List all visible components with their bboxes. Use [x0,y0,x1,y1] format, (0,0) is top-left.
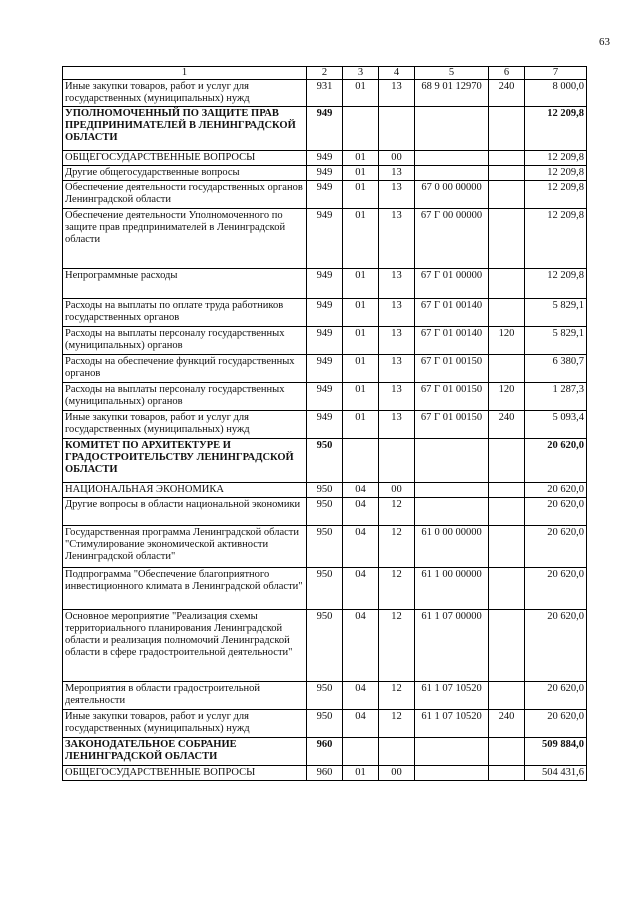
row-name-cell: Другие вопросы в области национальной экономики [63,498,307,526]
row-grbs-cell: 931 [307,80,343,107]
row-subsection-cell: 13 [379,181,415,209]
row-grbs-cell: 950 [307,498,343,526]
row-grbs-cell: 949 [307,411,343,439]
row-target-cell: 67 Г 01 00140 [415,327,489,355]
row-grbs-cell: 960 [307,738,343,766]
table-row [63,766,587,781]
row-subsection-cell: 13 [379,383,415,411]
row-grbs-cell: 949 [307,209,343,269]
row-name-cell: НАЦИОНАЛЬНАЯ ЭКОНОМИКА [63,483,307,498]
row-name-cell: ЗАКОНОДАТЕЛЬНОЕ СОБРАНИЕ ЛЕНИНГРАДСКОЙ ОБЛАСТИ [63,738,307,766]
row-section-cell: 04 [343,610,379,682]
row-subsection-cell: 13 [379,327,415,355]
row-amount-cell: 12 209,8 [525,107,587,151]
row-kvr-cell [489,299,525,327]
row-amount-cell: 12 209,8 [525,166,587,181]
row-target-cell [415,107,489,151]
row-amount-cell: 20 620,0 [525,710,587,738]
header-cell: 2 [307,67,343,80]
row-target-cell [415,151,489,166]
row-subsection-cell: 12 [379,682,415,710]
row-kvr-cell [489,738,525,766]
row-kvr-cell [489,610,525,682]
row-grbs-cell: 950 [307,483,343,498]
row-grbs-cell: 949 [307,299,343,327]
row-target-cell: 67 Г 00 00000 [415,209,489,269]
row-name-cell: Расходы на выплаты персоналу государственных (муниципальных) органов [63,327,307,355]
table-row [63,610,587,682]
row-grbs-cell: 950 [307,682,343,710]
row-section-cell: 04 [343,568,379,610]
table-row [63,166,587,181]
table-row [63,80,587,107]
table-row [63,439,587,483]
row-section-cell: 04 [343,483,379,498]
budget-table [62,66,587,781]
row-kvr-cell [489,151,525,166]
row-target-cell [415,439,489,483]
row-kvr-cell [489,355,525,383]
row-target-cell: 61 1 00 00000 [415,568,489,610]
row-name-cell: Другие общегосударственные вопросы [63,166,307,181]
row-kvr-cell: 120 [489,383,525,411]
row-amount-cell: 8 000,0 [525,80,587,107]
row-grbs-cell: 949 [307,151,343,166]
row-grbs-cell: 950 [307,710,343,738]
row-subsection-cell: 12 [379,498,415,526]
row-kvr-cell: 240 [489,80,525,107]
table-row [63,327,587,355]
row-name-cell: Иные закупки товаров, работ и услуг для государственных (муниципальных) нужд [63,710,307,738]
row-name-cell: Иные закупки товаров, работ и услуг для государственных (муниципальных) нужд [63,80,307,107]
row-grbs-cell: 949 [307,383,343,411]
row-section-cell: 01 [343,209,379,269]
row-grbs-cell: 950 [307,439,343,483]
row-target-cell [415,166,489,181]
row-amount-cell: 20 620,0 [525,526,587,568]
row-amount-cell: 5 093,4 [525,411,587,439]
row-name-cell: Подпрограмма "Обеспечение благоприятного инвестиционного климата в Ленинградской области" [63,568,307,610]
header-cell: 5 [415,67,489,80]
row-grbs-cell: 950 [307,568,343,610]
row-amount-cell: 509 884,0 [525,738,587,766]
table-row [63,738,587,766]
row-target-cell [415,738,489,766]
row-grbs-cell: 950 [307,610,343,682]
table-row [63,383,587,411]
row-section-cell [343,738,379,766]
row-section-cell [343,439,379,483]
row-section-cell: 01 [343,327,379,355]
row-target-cell [415,498,489,526]
row-subsection-cell: 13 [379,80,415,107]
table-row [63,710,587,738]
table-row [63,181,587,209]
row-section-cell: 01 [343,355,379,383]
row-target-cell: 67 Г 01 00000 [415,269,489,299]
row-subsection-cell: 13 [379,269,415,299]
row-section-cell: 01 [343,80,379,107]
row-name-cell: КОМИТЕТ ПО АРХИТЕКТУРЕ И ГРАДОСТРОИТЕЛЬСТВУ ЛЕНИНГРАДСКОЙ ОБЛАСТИ [63,439,307,483]
row-kvr-cell [489,439,525,483]
row-grbs-cell: 949 [307,181,343,209]
row-target-cell: 67 Г 01 00150 [415,383,489,411]
row-subsection-cell: 13 [379,355,415,383]
row-name-cell: Государственная программа Ленинградской области "Стимулирование экономической активности Ленинградской области" [63,526,307,568]
row-amount-cell: 20 620,0 [525,439,587,483]
header-cell: 1 [63,67,307,80]
row-amount-cell: 12 209,8 [525,269,587,299]
row-target-cell: 68 9 01 12970 [415,80,489,107]
row-grbs-cell: 949 [307,355,343,383]
row-grbs-cell: 950 [307,526,343,568]
row-section-cell: 04 [343,526,379,568]
row-name-cell: Расходы на выплаты персоналу государственных (муниципальных) органов [63,383,307,411]
row-section-cell: 04 [343,710,379,738]
row-subsection-cell [379,738,415,766]
table-row [63,498,587,526]
row-kvr-cell [489,166,525,181]
row-kvr-cell [489,526,525,568]
row-name-cell: ОБЩЕГОСУДАРСТВЕННЫЕ ВОПРОСЫ [63,766,307,781]
row-kvr-cell [489,766,525,781]
table-row [63,269,587,299]
row-section-cell [343,107,379,151]
row-name-cell: Обеспечение деятельности Уполномоченного по защите прав предпринимателей в Ленинградской области [63,209,307,269]
row-section-cell: 01 [343,411,379,439]
row-kvr-cell [489,107,525,151]
row-name-cell: Мероприятия в области градостроительной деятельности [63,682,307,710]
row-grbs-cell: 949 [307,107,343,151]
row-subsection-cell: 13 [379,411,415,439]
row-section-cell: 01 [343,383,379,411]
header-cell: 6 [489,67,525,80]
table-row [63,682,587,710]
table-row [63,568,587,610]
row-amount-cell: 20 620,0 [525,498,587,526]
row-section-cell: 01 [343,166,379,181]
row-subsection-cell: 00 [379,766,415,781]
row-amount-cell: 504 431,6 [525,766,587,781]
row-kvr-cell: 120 [489,327,525,355]
row-subsection-cell: 12 [379,526,415,568]
row-amount-cell: 1 287,3 [525,383,587,411]
table-row [63,299,587,327]
table-row [63,355,587,383]
row-target-cell [415,766,489,781]
row-subsection-cell: 12 [379,568,415,610]
row-amount-cell: 20 620,0 [525,483,587,498]
row-target-cell: 67 Г 01 00140 [415,299,489,327]
row-subsection-cell: 13 [379,299,415,327]
row-kvr-cell: 240 [489,710,525,738]
row-subsection-cell [379,107,415,151]
row-kvr-cell [489,181,525,209]
table-row [63,209,587,269]
row-kvr-cell [489,682,525,710]
table-row [63,483,587,498]
row-section-cell: 04 [343,682,379,710]
table-row [63,526,587,568]
row-target-cell: 67 0 00 00000 [415,181,489,209]
row-grbs-cell: 949 [307,166,343,181]
row-subsection-cell: 00 [379,483,415,498]
header-cell: 7 [525,67,587,80]
row-target-cell: 67 Г 01 00150 [415,355,489,383]
row-subsection-cell [379,439,415,483]
row-amount-cell: 20 620,0 [525,610,587,682]
table-row [63,411,587,439]
header-cell: 4 [379,67,415,80]
row-amount-cell: 12 209,8 [525,151,587,166]
row-grbs-cell: 960 [307,766,343,781]
row-kvr-cell [489,568,525,610]
row-target-cell: 61 1 07 10520 [415,710,489,738]
header-row [63,67,587,80]
row-amount-cell: 20 620,0 [525,568,587,610]
row-subsection-cell: 12 [379,610,415,682]
row-name-cell: УПОЛНОМОЧЕННЫЙ ПО ЗАЩИТЕ ПРАВ ПРЕДПРИНИМАТЕЛЕЙ В ЛЕНИНГРАДСКОЙ ОБЛАСТИ [63,107,307,151]
row-amount-cell: 6 380,7 [525,355,587,383]
row-subsection-cell: 13 [379,166,415,181]
row-subsection-cell: 13 [379,209,415,269]
row-amount-cell: 12 209,8 [525,209,587,269]
row-amount-cell: 5 829,1 [525,327,587,355]
row-grbs-cell: 949 [307,327,343,355]
row-section-cell: 01 [343,766,379,781]
table-row [63,107,587,151]
row-name-cell: Расходы на выплаты по оплате труда работников государственных органов [63,299,307,327]
row-kvr-cell [489,483,525,498]
row-kvr-cell [489,209,525,269]
row-subsection-cell: 00 [379,151,415,166]
row-subsection-cell: 12 [379,710,415,738]
row-target-cell: 61 1 07 10520 [415,682,489,710]
row-name-cell: Непрограммные расходы [63,269,307,299]
page-number: 63 [599,36,610,48]
row-name-cell: Иные закупки товаров, работ и услуг для государственных (муниципальных) нужд [63,411,307,439]
row-kvr-cell [489,498,525,526]
row-kvr-cell: 240 [489,411,525,439]
row-target-cell [415,483,489,498]
row-amount-cell: 12 209,8 [525,181,587,209]
row-grbs-cell: 949 [307,269,343,299]
row-amount-cell: 20 620,0 [525,682,587,710]
row-name-cell: Обеспечение деятельности государственных органов Ленинградской области [63,181,307,209]
row-target-cell: 61 1 07 00000 [415,610,489,682]
row-name-cell: Расходы на обеспечение функций государственных органов [63,355,307,383]
row-section-cell: 01 [343,299,379,327]
row-target-cell: 61 0 00 00000 [415,526,489,568]
row-amount-cell: 5 829,1 [525,299,587,327]
row-section-cell: 04 [343,498,379,526]
row-section-cell: 01 [343,181,379,209]
table-row [63,151,587,166]
row-name-cell: ОБЩЕГОСУДАРСТВЕННЫЕ ВОПРОСЫ [63,151,307,166]
row-kvr-cell [489,269,525,299]
row-section-cell: 01 [343,269,379,299]
row-target-cell: 67 Г 01 00150 [415,411,489,439]
row-name-cell: Основное мероприятие "Реализация схемы территориального планирования Ленинградской области и реализация полномочий Ленинградской области в сфере градостроительной деятельности" [63,610,307,682]
row-section-cell: 01 [343,151,379,166]
header-cell: 3 [343,67,379,80]
